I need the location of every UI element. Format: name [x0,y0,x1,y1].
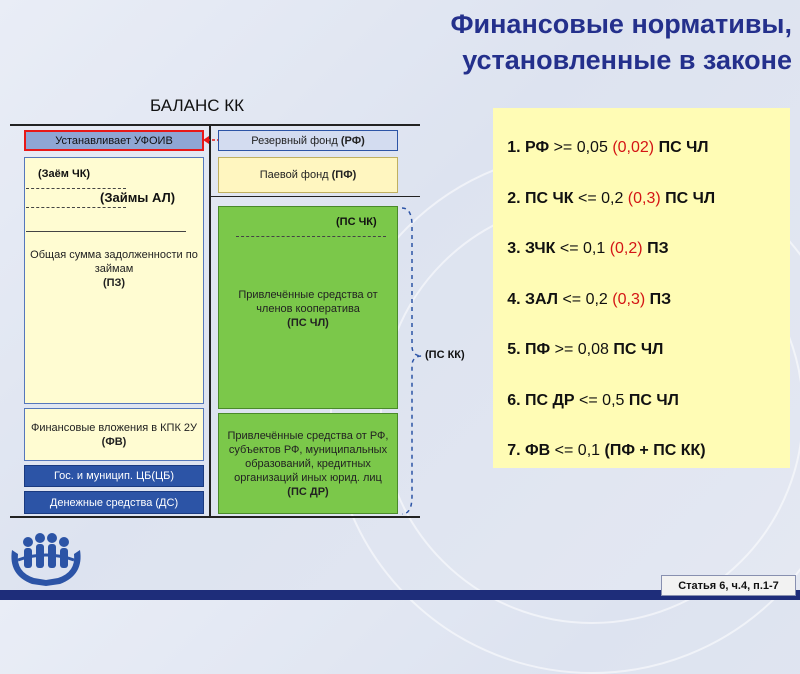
ratio-item: 6. ПС ДР <= 0,5 ПС ЧЛ [525,391,782,442]
ufoiv-box [24,130,204,151]
other-funds-label: Привлечённые средства от РФ, субъектов РФ, муниципальных образований, кредитных организаций иных юрид. лиц [227,429,389,484]
fin-invest-box [24,408,204,461]
loans-al-dash [26,207,126,208]
ps-chk-label: (ПС ЧК) [336,216,377,228]
ps-dr-label: (ПС ДР) [287,485,329,498]
gov-securities-box [24,465,204,487]
balance-title: БАЛАНС КК [150,96,245,115]
other-funds-box [218,413,398,514]
fin-invest-label: Финансовые вложения в КПК 2У [30,421,198,434]
cooperative-logo-icon [6,520,86,590]
ratios-panel [493,108,790,468]
reserve-fund-box [218,130,398,151]
ratios-list [503,138,782,492]
total-debt-block [26,248,202,318]
slide-title [272,6,792,78]
ratio-item: 1. РФ >= 0,05 (0,02) ПС ЧЛ [525,138,782,189]
ps-kk-label: (ПС КК) [425,349,465,361]
loans-separator [26,231,186,232]
ps-chl-label: (ПС ЧЛ) [287,317,329,329]
reserve-fund-abbr: (РФ) [340,134,365,147]
total-debt-label: Общая сумма задолженности по займам [30,249,198,275]
reserve-fund-label: Резервный фонд [251,134,338,147]
title-line-1: Финансовые нормативы, [450,9,792,39]
ps-chk-dash [236,236,386,237]
article-reference: Статья 6, ч.4, п.1-7 [661,575,796,596]
cash-label: Денежные средства (ДС) [49,496,179,509]
pz-label: (ПЗ) [102,277,126,289]
balance-right-divider [211,196,420,197]
gov-securities-label: Гос. и муницип. ЦБ(ЦБ) [53,470,175,482]
share-fund-box [218,157,398,193]
ratio-item: 3. ЗЧК <= 0,1 (0,2) ПЗ [525,239,782,290]
ps-kk-brace [400,206,430,516]
balance-center-line [209,124,211,518]
cash-box [24,491,204,514]
balance-bottom-line [10,516,420,518]
balance-top-line [10,124,420,126]
loans-al-label: (Займы АЛ) [100,190,176,205]
share-fund-label: Паевой фонд [259,169,329,181]
fv-label: (ФВ) [101,435,127,448]
title-line-2: установленные в законе [462,45,792,75]
share-fund-abbr: (ПФ) [331,169,357,181]
ratio-item: 5. ПФ >= 0,08 ПС ЧЛ [525,340,782,391]
ratio-item: 7. ФВ <= 0,1 (ПФ + ПС КК) [525,441,782,492]
ratio-item: 2. ПС ЧК <= 0,2 (0,3) ПС ЧЛ [525,189,782,240]
member-funds-label: Привлечённые средства от членов кооператива [238,289,378,315]
ratio-item: 4. ЗАЛ <= 0,2 (0,3) ПЗ [525,290,782,341]
member-funds-block [222,284,394,334]
loan-chk-dash [26,188,126,189]
loan-chk-label: (Заём ЧК) [38,168,91,180]
ufoiv-label: Устанавливает УФОИВ [55,134,173,147]
